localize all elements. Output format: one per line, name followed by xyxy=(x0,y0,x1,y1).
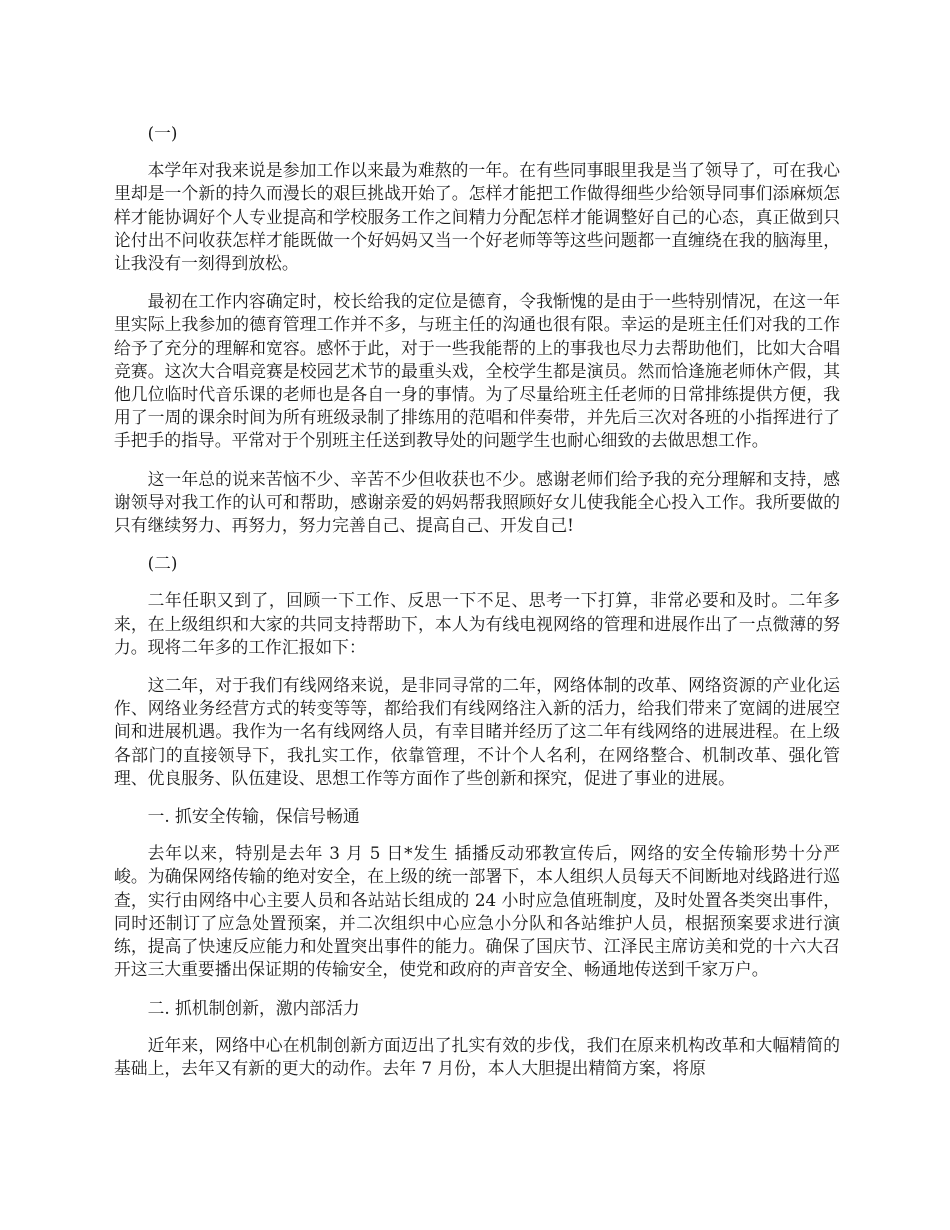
section-heading-1: (一) xyxy=(147,123,178,143)
body-paragraph: 最初在工作内容确定时，校长给我的定位是德育，令我惭愧的是由于一些特别情况，在这一年里实际上我参加的德育管理工作并不多，与班主任的沟通也很有限。幸运的是班主任们对我的工作给予了充分的理解和宽容。感怀于此，对于一些我能帮的上的事我也尽力去帮助他们，比如大合唱竞赛。这次大合唱竞赛是校园艺术节的最重头戏，全校学生都是演员。然而恰逢施老师休产假，其他几位临时代音乐课的老师也是各自一身的事情。为了尽量给班主任老师的日常排练提供方便，我用了一周的课余时间为所有班级录制了排练用的范唱和伴奏带，并先后三次对各班的小指挥进行了手把手的指导。平常对于个别班主任送到教导处的问题学生也耐心细致的去做思想工作。 xyxy=(114,291,840,451)
document-body xyxy=(114,122,840,1080)
body-paragraph: 二年任职又到了，回顾一下工作、反思一下不足、思考一下打算，非常必要和及时。二年多来，在上级组织和大家的共同支持帮助下，本人为有线电视网络的管理和进展作出了一点微薄的努力。现将二年多的工作汇报如下： xyxy=(114,590,840,657)
body-paragraph: 这二年，对于我们有线网络来说，是非同寻常的二年，网络体制的改革、网络资源的产业化运作、网络业务经营方式的转变等等，都给我们有线网络注入新的活力，给我们带来了宽阔的进展空间和进展机遇。我作为一名有线网络人员，有幸目睹并经历了这二年有线网络的进展进程。在上级各部门的直接领导下，我扎实工作，依靠管理，不计个人名利，在网络整合、机制改革、强化管理、优良服务、队伍建设、思想工作等方面作了些创新和探究，促进了事业的进展。 xyxy=(114,675,840,788)
subsection-heading-1: 一. 抓安全传输，保信号畅通 xyxy=(147,806,360,827)
section-heading-2: (二) xyxy=(147,553,178,574)
body-paragraph: 去年以来，特别是去年 3 月 5 日*发生 插播反动邪教宣传后，网络的安全传输形势十分严峻。为确保网络传输的绝对安全，在上级的统一部署下，本人组织人员每天不间断地对线路进行巡查，实行由网络中心主要人员和各站站长组成的 24 小时应急值班制度，及时处置各类突出事件，同时还制订了应急处置预案，并二次组织中心应急小分队和各站维护人员，根据预案要求进行演练，提高了快速反应能力和处置突出事件的能力。确保了国庆节、江泽民主席访美和党的十六大召开这三大重要播出保证期的传输安全，使党和政府的声音安全、畅通地传送到千家万户。 xyxy=(114,843,840,980)
body-paragraph: 这一年总的说来苦恼不少、辛苦不少但收获也不少。感谢老师们给予我的充分理解和支持，感谢领导对我工作的认可和帮助，感谢亲爱的妈妈帮我照顾好女儿使我能全心投入工作。我所要做的只有继续努力、再努力，努力完善自己、提高自己、开发自己! xyxy=(114,468,840,536)
body-paragraph: 本学年对我来说是参加工作以来最为难熬的一年。在有些同事眼里我是当了领导了，可在我心里却是一个新的持久而漫长的艰巨挑战开始了。怎样才能把工作做得细些少给领导同事们添麻烦怎样才能协调好个人专业提高和学校服务工作之间精力分配怎样才能调整好自己的心态，真正做到只论付出不问收获怎样才能既做一个好妈妈又当一个好老师等等这些问题都一直缠绕在我的脑海里，让我没有一刻得到放松。 xyxy=(114,160,840,274)
subsection-heading-2: 二. 抓机制创新，激内部活力 xyxy=(147,997,360,1018)
body-paragraph: 近年来，网络中心在机制创新方面迈出了扎实有效的步伐，我们在原来机构改革和大幅精简的基础上，去年又有新的更大的动作。去年 7 月份，本人大胆提出精简方案，将原 xyxy=(114,1034,840,1078)
